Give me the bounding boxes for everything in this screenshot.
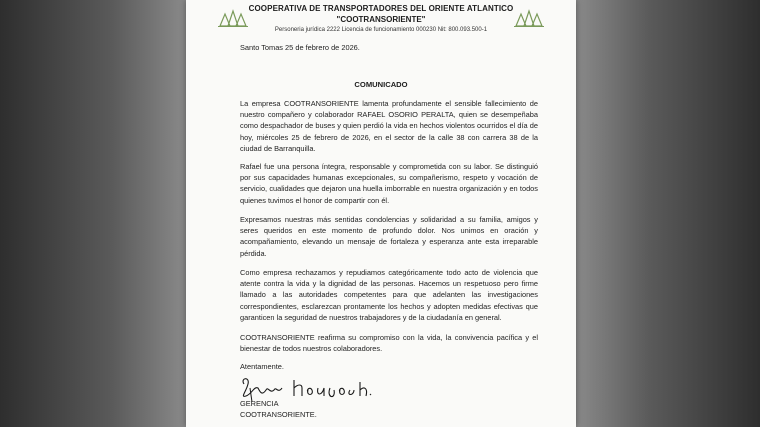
- org-short-name: "COOTRANSORIENTE": [336, 15, 426, 24]
- org-name: COOPERATIVA DE TRANSPORTADORES DEL ORIENTE ATLANTICO: [248, 4, 514, 13]
- paragraph: Rafael fue una persona íntegra, responsable y comprometida con su labor. Se distinguió por sus capacidades humanas excepcionales, su compañerismo, respeto y vocación de servicio, cualidades que dejaron una huella imborrable en nuestra organización y en todos quienes tuvimos el honor de compartir con él.: [240, 162, 538, 205]
- legal-info: Personeria jurídica 2222 Licencia de funcionamiento 000230 Nit: 800.093.500-1: [274, 27, 488, 33]
- blurred-background-right: [576, 0, 760, 427]
- letter-title: COMUNICADO: [354, 80, 408, 89]
- paragraph: Expresamos nuestras más sentidas condolencias y solidaridad a su familia, amigos y seres queridos en este momento de profundo dolor. Nos unimos en oración y acompañamiento, elevando un mensaje de fortaleza y esperanza ante esta irreparable pérdida.: [240, 215, 538, 258]
- paragraph: La empresa COOTRANSORIENTE lamenta profundamente el sensible fallecimiento de nuestro compañero y colaborador RAFAEL OSORIO PERALTA, quien se desempeñaba como despachador de buses y quien perdió la vida en hechos violentos ocurridos el día de hoy, miércoles 25 de febrero de 2026, en el sector de la calle 38 con carrera 38 de la ciudad de Barranquilla.: [240, 99, 538, 153]
- closing-line: Atentamente.: [240, 362, 284, 371]
- signature-company: COOTRANSORIENTE.: [240, 410, 317, 419]
- paragraph: COOTRANSORIENTE reafirma su compromiso con la vida, la convivencia pacífica y el bienestar de todos nuestros colaboradores.: [240, 333, 538, 354]
- letter-date: Santo Tomas 25 de febrero de 2026.: [240, 43, 360, 52]
- paragraph: Como empresa rechazamos y repudiamos categóricamente todo acto de violencia que atente contra la vida y la dignidad de las personas. Hacemos un respetuoso pero firme llamado a las autoridades competentes para que adelanten las investigaciones correspondientes, esclarezcan prontamente los hechos y adopten medidas efectivas que garanticen la seguridad de nuestros trabajadores y de la ciudadanía en general.: [240, 268, 538, 322]
- blurred-background-left: [0, 0, 186, 427]
- letter-document: [186, 0, 576, 427]
- signature-title: GERENCIA: [240, 399, 279, 408]
